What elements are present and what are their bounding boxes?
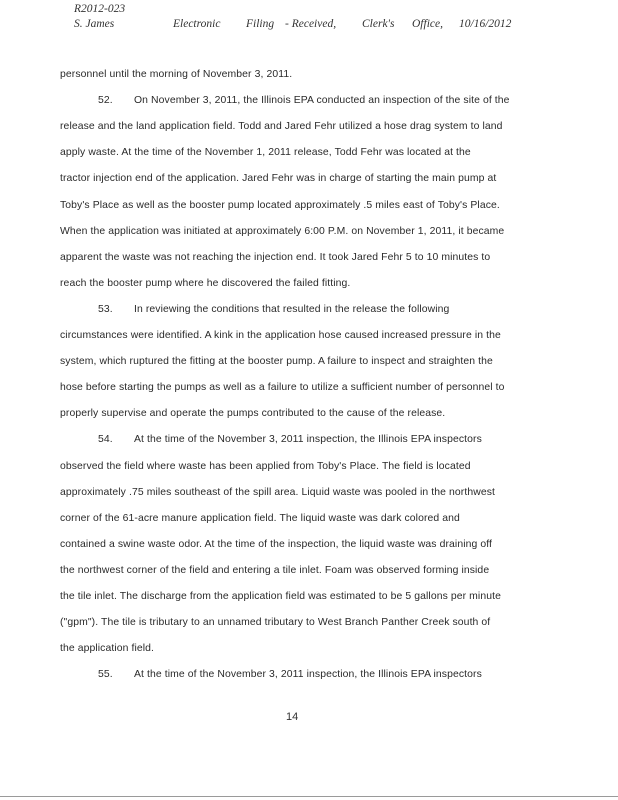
line-text: On November 3, 2011, the Illinois EPA conducted an inspection of the site of the [134,95,510,107]
stamp-electronic: Electronic [173,18,221,30]
line-text: personnel until the morning of November 3, 2011. [60,69,293,80]
stamp-received: - Received, [285,18,337,30]
page-number: 14 [286,711,299,723]
stamp-office: Office, [412,18,443,30]
text-line [60,382,505,393]
text-line [60,461,471,472]
text-line [60,539,492,550]
line-text: properly supervise and operate the pumps contributed to the cause of the release. [60,408,446,420]
text-line [60,643,154,654]
line-text: At the time of the November 3, 2011 inspection, the Illinois EPA inspectors [134,434,482,446]
line-text: the application field. [60,643,155,655]
line-text: the tile inlet. The discharge from the application field was estimated to be 5 gallons per minute [60,591,501,602]
line-text: Toby's Place as well as the booster pump located approximately .5 miles east of Toby's Place. [60,199,500,211]
docket-number: R2012-023 [74,3,126,15]
stamp-clerks: Clerk's [362,18,395,30]
paragraph-start-line [98,434,482,445]
scan-edge-divider [0,796,618,797]
paragraph-number: 53. [98,303,113,315]
paragraph-start-line [98,304,449,315]
line-text: reach the booster pump where he discovered the failed fitting. [60,277,351,289]
text-line [60,617,490,628]
text-line [60,278,350,289]
line-text: When the application was initiated at approximately 6:00 P.M. on November 1, 2011, it became [60,225,505,237]
paragraph-number: 54. [98,434,113,446]
line-text: the northwest corner of the field and entering a tile inlet. Foam was observed forming inside [60,564,490,576]
line-text: approximately .75 miles southeast of the spill area. Liquid waste was pooled in the northwest [60,486,495,498]
stamp-filing: Filing [246,18,275,30]
line-text: tractor injection end of the application. Jared Fehr was in charge of starting the main pump at [60,173,497,185]
line-text: circumstances were identified. A kink in the application hose caused increased pressure in the [60,330,501,341]
text-line [60,200,500,211]
stamp-name: S. James [74,18,115,30]
text-line [60,147,471,158]
text-line [60,173,496,184]
text-line [60,591,501,602]
text-line [60,121,503,132]
paragraph-number: 52. [98,95,113,107]
line-text: corner of the 61-acre manure application field. The liquid waste was dark colored and [60,512,460,524]
text-line [60,330,501,341]
stamp-date: 10/16/2012 [459,18,512,30]
text-line [60,408,445,419]
line-text: In reviewing the conditions that resulted in the release the following [134,303,450,315]
line-text: ("gpm"). The tile is tributary to an unnamed tributary to West Branch Panther Creek south of [60,617,491,629]
line-text: contained a swine waste odor. At the time of the inspection, the liquid waste was draining off [60,538,493,550]
line-text: apply waste. At the time of the November 1, 2011 release, Todd Fehr was located at the [60,147,471,159]
paragraph-start-line [98,95,510,106]
line-text: At the time of the November 3, 2011 inspection, the Illinois EPA inspectors [134,669,482,681]
line-text: apparent the waste was not reaching the injection end. It took Jared Fehr 5 to 10 minutes to [60,251,491,263]
line-text: observed the field where waste has been applied from Toby's Place. The field is located [60,460,471,472]
line-text: release and the land application field. Todd and Jared Fehr utilized a hose drag system to land [60,121,503,133]
line-text: system, which ruptured the fitting at the booster pump. A failure to inspect and straighten the [60,356,493,368]
text-line [60,487,495,498]
line-text: hose before starting the pumps as well as a failure to utilize a sufficient number of personnel to [60,382,505,394]
text-line [60,565,489,576]
text-line [60,226,504,237]
paragraph-number: 55. [98,669,113,681]
text-line [60,513,460,524]
text-line [60,69,292,80]
text-line [60,356,493,367]
text-line [60,252,490,263]
paragraph-start-line [98,669,482,680]
